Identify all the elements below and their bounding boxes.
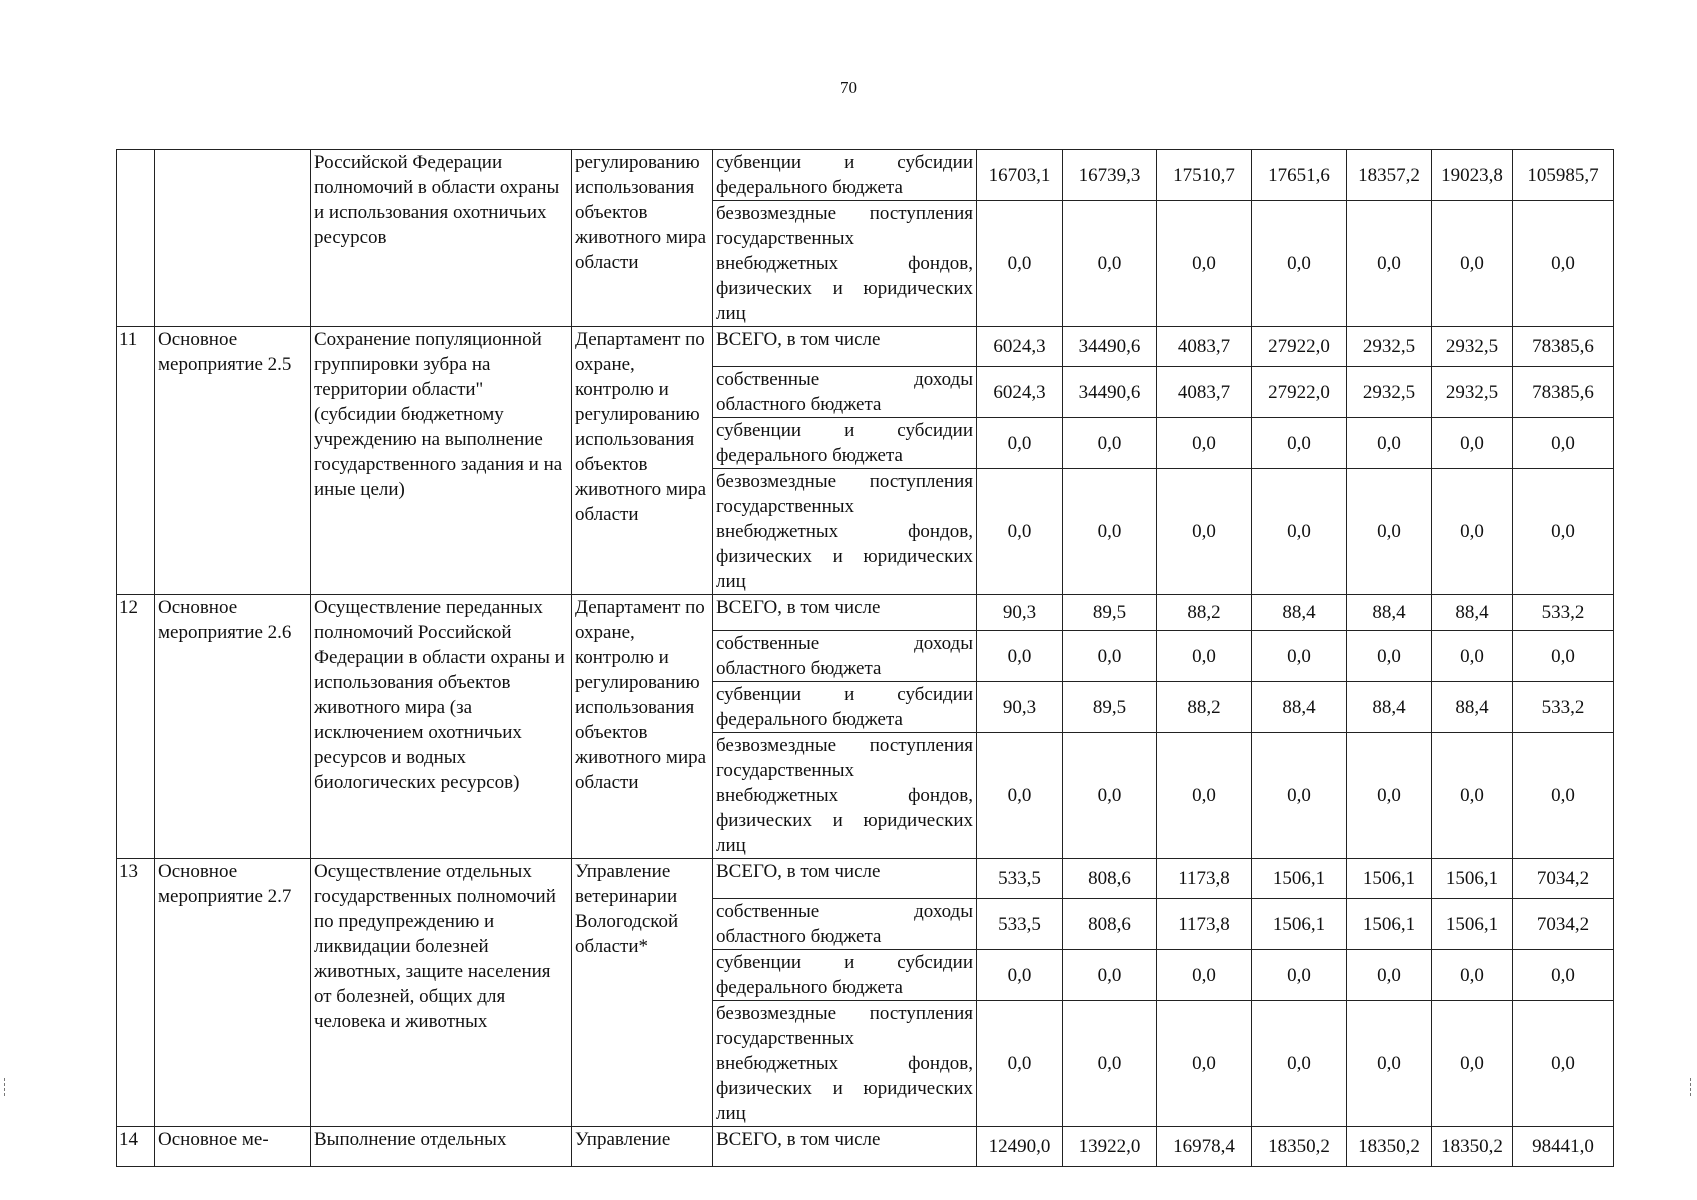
year-value-cell: 2932,5 [1432,367,1513,418]
year-value-cell: 0,0 [1063,418,1157,469]
year-value-cell: 12490,0 [977,1127,1063,1167]
year-value-cell: 90,3 [977,682,1063,733]
year-value-cell: 0,0 [1157,950,1252,1001]
year-value-cell: 808,6 [1063,899,1157,950]
funding-source-label: субвенции и субсидии федерального бюджета [713,418,977,469]
executor-cell: регулированию использования объектов животного мира области [572,150,713,327]
event-cell: Основное мероприятие 2.6 [155,595,311,859]
event-cell: Основное ме- [155,1127,311,1167]
year-value-cell: 0,0 [1432,733,1513,859]
year-value-cell: 1173,8 [1157,859,1252,899]
funding-source-label: субвенции и субсидии федерального бюджета [713,950,977,1001]
year-value-cell: 0,0 [1157,631,1252,682]
table-body [117,150,1614,1167]
budget-table [116,149,1614,1167]
year-value-cell: 88,4 [1432,682,1513,733]
total-value-cell: 105985,7 [1513,150,1614,201]
total-value-cell: 0,0 [1513,418,1614,469]
year-value-cell: 0,0 [977,631,1063,682]
total-value-cell: 0,0 [1513,201,1614,327]
year-value-cell: 27922,0 [1252,367,1347,418]
year-value-cell: 13922,0 [1063,1127,1157,1167]
scan-edge-mark-left [4,1078,7,1096]
year-value-cell: 0,0 [1063,631,1157,682]
funding-source-label: ВСЕГО, в том числе [713,1127,977,1167]
year-value-cell: 0,0 [1347,950,1432,1001]
page-number: 70 [840,78,857,97]
executor-cell: Департамент по охране, контролю и регулированию использования объектов животного мира области [572,327,713,595]
year-value-cell: 27922,0 [1252,327,1347,367]
year-value-cell: 0,0 [1347,469,1432,595]
total-value-cell: 533,2 [1513,595,1614,631]
year-value-cell: 0,0 [1347,733,1432,859]
year-value-cell: 18350,2 [1252,1127,1347,1167]
year-value-cell: 16978,4 [1157,1127,1252,1167]
row-number-cell: 11 [117,327,155,595]
funding-source-label: ВСЕГО, в том числе [713,859,977,899]
year-value-cell: 2932,5 [1347,367,1432,418]
total-value-cell: 98441,0 [1513,1127,1614,1167]
event-cell [155,150,311,327]
year-value-cell: 1506,1 [1432,859,1513,899]
year-value-cell: 6024,3 [977,327,1063,367]
year-value-cell: 0,0 [1252,418,1347,469]
funding-source-label: ВСЕГО, в том числе [713,595,977,631]
year-value-cell: 16739,3 [1063,150,1157,201]
year-value-cell: 1506,1 [1347,859,1432,899]
year-value-cell: 0,0 [1157,733,1252,859]
total-value-cell: 7034,2 [1513,899,1614,950]
event-cell: Основное мероприятие 2.5 [155,327,311,595]
year-value-cell: 533,5 [977,859,1063,899]
year-value-cell: 1506,1 [1252,899,1347,950]
table-row [117,150,1614,201]
funding-source-label: ВСЕГО, в том числе [713,327,977,367]
year-value-cell: 18357,2 [1347,150,1432,201]
year-value-cell: 88,4 [1252,682,1347,733]
year-value-cell: 0,0 [1432,631,1513,682]
year-value-cell: 0,0 [1432,469,1513,595]
year-value-cell: 88,4 [1252,595,1347,631]
year-value-cell: 1506,1 [1432,899,1513,950]
year-value-cell: 533,5 [977,899,1063,950]
table-row [117,859,1614,899]
row-number-cell: 13 [117,859,155,1127]
year-value-cell: 89,5 [1063,595,1157,631]
year-value-cell: 1506,1 [1252,859,1347,899]
total-value-cell: 0,0 [1513,733,1614,859]
year-value-cell: 18350,2 [1432,1127,1513,1167]
year-value-cell: 1173,8 [1157,899,1252,950]
year-value-cell: 1506,1 [1347,899,1432,950]
year-value-cell: 0,0 [1252,733,1347,859]
year-value-cell: 0,0 [977,733,1063,859]
year-value-cell: 88,4 [1432,595,1513,631]
year-value-cell: 0,0 [1347,201,1432,327]
event-name-cell: Осуществление отдельных государственных полномочий по предупреждению и ликвидации болезней животных, защите населения от болезней, общих для человека и животных [311,859,572,1127]
total-value-cell: 7034,2 [1513,859,1614,899]
total-value-cell: 0,0 [1513,469,1614,595]
event-name-cell: Осуществление переданных полномочий Российской Федерации в области охраны и использования объектов животного мира (за исключением охотничьих ресурсов и водных биологических ресурсов) [311,595,572,859]
scan-edge-mark-right [1690,1078,1693,1096]
total-value-cell: 0,0 [1513,1001,1614,1127]
year-value-cell: 88,4 [1347,682,1432,733]
year-value-cell: 0,0 [1432,950,1513,1001]
year-value-cell: 0,0 [1432,418,1513,469]
year-value-cell: 0,0 [1252,950,1347,1001]
year-value-cell: 808,6 [1063,859,1157,899]
table-row [117,327,1614,367]
year-value-cell: 19023,8 [1432,150,1513,201]
year-value-cell: 2932,5 [1347,327,1432,367]
year-value-cell: 6024,3 [977,367,1063,418]
funding-source-label: безвозмездные поступления государственных внебюджетных фондов, физических и юридических лиц [713,201,977,327]
total-value-cell: 533,2 [1513,682,1614,733]
year-value-cell: 0,0 [1432,1001,1513,1127]
year-value-cell: 4083,7 [1157,327,1252,367]
year-value-cell: 34490,6 [1063,327,1157,367]
year-value-cell: 0,0 [1157,201,1252,327]
funding-source-label: субвенции и субсидии федерального бюджета [713,150,977,201]
funding-source-label: собственные доходы областного бюджета [713,899,977,950]
year-value-cell: 18350,2 [1347,1127,1432,1167]
year-value-cell: 0,0 [1347,1001,1432,1127]
funding-source-label: безвозмездные поступления государственных внебюджетных фондов, физических и юридических лиц [713,733,977,859]
year-value-cell: 2932,5 [1432,327,1513,367]
event-name-cell: Выполнение отдельных [311,1127,572,1167]
year-value-cell: 88,4 [1347,595,1432,631]
executor-cell: Департамент по охране, контролю и регулированию использования объектов животного мира области [572,595,713,859]
year-value-cell: 0,0 [1252,201,1347,327]
year-value-cell: 0,0 [977,469,1063,595]
row-number-cell: 14 [117,1127,155,1167]
year-value-cell: 0,0 [1063,950,1157,1001]
year-value-cell: 0,0 [977,1001,1063,1127]
year-value-cell: 0,0 [1252,631,1347,682]
year-value-cell: 17510,7 [1157,150,1252,201]
year-value-cell: 0,0 [1157,1001,1252,1127]
year-value-cell: 0,0 [1252,1001,1347,1127]
total-value-cell: 0,0 [1513,950,1614,1001]
year-value-cell: 0,0 [977,950,1063,1001]
year-value-cell: 0,0 [977,418,1063,469]
year-value-cell: 34490,6 [1063,367,1157,418]
year-value-cell: 0,0 [1063,201,1157,327]
funding-source-label: субвенции и субсидии федерального бюджета [713,682,977,733]
year-value-cell: 0,0 [1063,733,1157,859]
year-value-cell: 0,0 [1347,418,1432,469]
year-value-cell: 0,0 [1063,1001,1157,1127]
total-value-cell: 0,0 [1513,631,1614,682]
year-value-cell: 88,2 [1157,682,1252,733]
year-value-cell: 89,5 [1063,682,1157,733]
year-value-cell: 4083,7 [1157,367,1252,418]
executor-cell: Управление [572,1127,713,1167]
funding-source-label: собственные доходы областного бюджета [713,367,977,418]
year-value-cell: 16703,1 [977,150,1063,201]
total-value-cell: 78385,6 [1513,327,1614,367]
year-value-cell: 0,0 [1063,469,1157,595]
event-cell: Основное мероприятие 2.7 [155,859,311,1127]
event-name-cell: Российской Федерации полномочий в области охраны и использования охотничьих ресурсов [311,150,572,327]
year-value-cell: 0,0 [1432,201,1513,327]
funding-source-label: собственные доходы областного бюджета [713,631,977,682]
year-value-cell: 0,0 [1252,469,1347,595]
executor-cell: Управление ветеринарии Вологодской области* [572,859,713,1127]
event-name-cell: Сохранение популяционной группировки зубра на территории области" (субсидии бюджетному учреждению на выполнение государственного задания и на иные цели) [311,327,572,595]
total-value-cell: 78385,6 [1513,367,1614,418]
year-value-cell: 0,0 [1157,418,1252,469]
year-value-cell: 90,3 [977,595,1063,631]
row-number-cell: 12 [117,595,155,859]
funding-source-label: безвозмездные поступления государственных внебюджетных фондов, физических и юридических лиц [713,1001,977,1127]
table-row [117,1127,1614,1167]
table-row [117,595,1614,631]
row-number-cell [117,150,155,327]
year-value-cell: 0,0 [1347,631,1432,682]
year-value-cell: 0,0 [977,201,1063,327]
year-value-cell: 17651,6 [1252,150,1347,201]
year-value-cell: 88,2 [1157,595,1252,631]
funding-source-label: безвозмездные поступления государственных внебюджетных фондов, физических и юридических лиц [713,469,977,595]
year-value-cell: 0,0 [1157,469,1252,595]
